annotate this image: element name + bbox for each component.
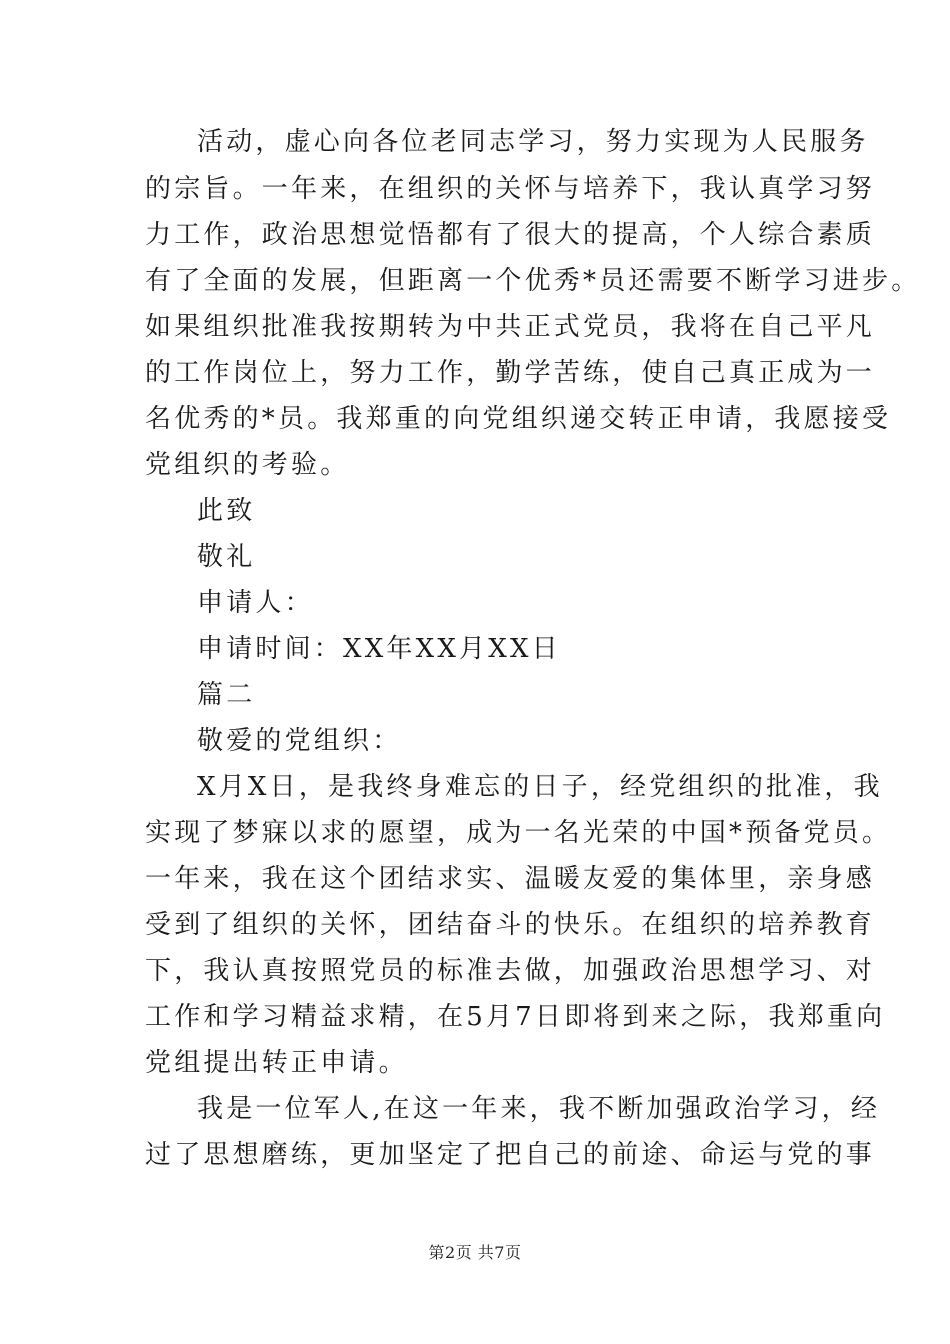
line-text: 力工作，政治思想觉悟都有了很大的提高，个人综合素质: [145, 220, 876, 250]
line-text: 党组提出转正申请。: [145, 1048, 408, 1078]
line-text: 申请时间：XX年XX月XX日: [197, 634, 561, 664]
line-text: 敬礼: [197, 542, 256, 572]
text-line: [0, 213, 950, 257]
text-line: [0, 949, 950, 993]
text-line: [0, 995, 950, 1039]
text-line: [0, 120, 950, 164]
line-text: 下，我认真按照党员的标准去做，加强政治思想学习、对: [145, 956, 876, 986]
text-line: [0, 167, 950, 211]
text-line: [0, 765, 950, 809]
line-text: X月X日，是我终身难忘的日子，经党组织的批准，我: [197, 772, 883, 802]
text-line: [0, 1041, 950, 1085]
page-footer: 第2页 共7页: [428, 1243, 522, 1262]
text-line: [0, 259, 950, 303]
text-line: [0, 305, 950, 349]
line-text: 篇二: [197, 680, 256, 710]
text-line: [0, 903, 950, 947]
line-text: 受到了组织的关怀，团结奋斗的快乐。在组织的培养教育: [145, 910, 876, 940]
line-text: 工作和学习精益求精，在5月7日即将到来之际，我郑重向: [145, 1002, 886, 1032]
closing-line: [0, 535, 950, 579]
line-text: 的工作岗位上，努力工作，勤学苦练，使自己真正成为一: [145, 358, 876, 388]
line-text: 此致: [197, 496, 256, 526]
line-text: 党组织的考验。: [145, 450, 350, 480]
line-text: 我是一位军人,在这一年来，我不断加强政治学习，经: [197, 1094, 881, 1124]
line-text: 一年来，我在这个团结求实、温暖友爱的集体里，亲身感: [145, 864, 876, 894]
line-text: 活动，虚心向各位老同志学习，努力实现为人民服务: [197, 127, 869, 157]
line-text: 的宗旨。一年来，在组织的关怀与培养下，我认真学习努: [145, 174, 876, 204]
line-text: 申请人：: [197, 588, 314, 618]
text-line: [0, 397, 950, 441]
line-text: 实现了梦寐以求的愿望，成为一名光荣的中国*预备党员。: [145, 818, 892, 848]
line-text: 敬爱的党组织：: [197, 726, 402, 756]
line-text: 过了思想磨练，更加坚定了把自己的前途、命运与党的事: [145, 1140, 876, 1170]
text-line: [0, 811, 950, 855]
text-line: [0, 351, 950, 395]
closing-line: [0, 489, 950, 533]
line-text: 有了全面的发展，但距离一个优秀*员还需要不断学习进步。: [145, 266, 921, 296]
section-heading: [0, 673, 950, 717]
text-line: [0, 443, 950, 487]
text-line: [0, 857, 950, 901]
date-line: [0, 627, 950, 671]
line-text: 名优秀的*员。我郑重的向党组织递交转正申请，我愿接受: [145, 404, 892, 434]
applicant-line: [0, 581, 950, 625]
salutation: [0, 719, 950, 763]
line-text: 如果组织批准我按期转为中共正式党员，我将在自己平凡: [145, 312, 876, 342]
text-line: [0, 1087, 950, 1131]
text-line: [0, 1133, 950, 1177]
